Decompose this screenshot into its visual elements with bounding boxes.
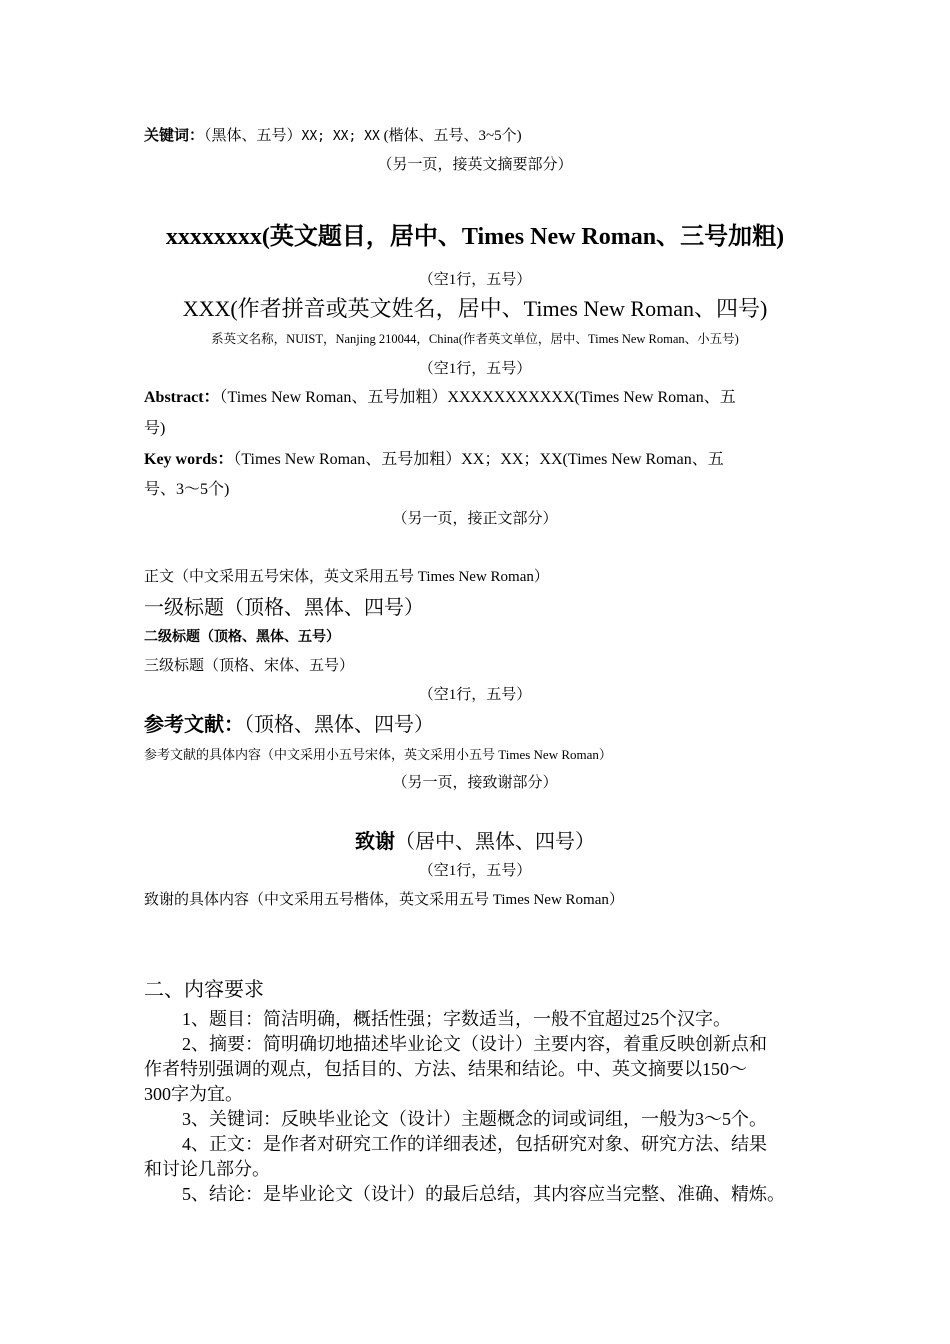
acknowledgement-heading (0, 831, 950, 851)
references-label: 参考文献： (144, 712, 244, 736)
page-break-ack: （另一页，接致谢部分） (392, 775, 558, 791)
requirement-body: 4、正文：是作者对研究工作的详细表述，包括研究对象、研究方法、结果 (182, 1134, 767, 1154)
requirement-title: 1、题目：简洁明确，概括性强；字数适当，一般不宜超过25个汉字。 (182, 1009, 731, 1029)
en-keywords-label: Key words： (144, 451, 234, 468)
en-keywords-line-2: 号、3～5个) (144, 481, 230, 498)
heading-level3-example: 三级标题（顶格、宋体、五号） (144, 658, 355, 674)
requirement-abstract-cont: 作者特别强调的观点，包括目的、方法、结果和结论。中、英文摘要以150～ (144, 1059, 747, 1079)
acknowledgement-title: 致谢 (355, 829, 395, 853)
abstract-line-2: 号) (144, 420, 166, 437)
cn-keywords-items: XX; XX; XX (301, 129, 380, 144)
references-format: （顶格、黑体、四号） (244, 712, 434, 736)
requirement-body-cont: 和讨论几部分。 (144, 1159, 270, 1179)
abstract-label: Abstract： (144, 389, 220, 406)
references-heading (144, 714, 434, 734)
blank-line-note: （空1行，五号） (418, 272, 532, 288)
requirement-keywords: 3、关键词：反映毕业论文（设计）主题概念的词或词组，一般为3～5个。 (182, 1109, 767, 1129)
page-break-english-abstract: （另一页，接英文摘要部分） (377, 157, 573, 173)
page-break-body: （另一页，接正文部分） (392, 511, 558, 527)
references-content: 参考文献的具体内容（中文采用小五号宋体，英文采用小五号 Times New Roman） (144, 747, 612, 762)
english-title: xxxxxxxx(英文题目，居中、Times New Roman、三号加粗) (165, 224, 785, 250)
english-author: XXX(作者拼音或英文姓名，居中、Times New Roman、四号) (182, 296, 768, 321)
requirement-abstract-cont: 300字为宜。 (144, 1084, 243, 1104)
abstract-line-1 (144, 390, 736, 406)
heading-level1-example: 一级标题（顶格、黑体、四号） (144, 595, 424, 619)
cn-keywords-line (144, 128, 522, 144)
blank-line-note: （空1行，五号） (418, 361, 532, 377)
requirement-abstract: 2、摘要：简明确切地描述毕业论文（设计）主要内容，着重反映创新点和 (182, 1034, 767, 1054)
acknowledgement-content: 致谢的具体内容（中文采用五号楷体，英文采用五号 Times New Roman） (144, 892, 624, 908)
cn-keywords-label: 关键词： (144, 126, 205, 144)
english-affiliation: 系英文名称，NUIST，Nanjing 210044，China(作者英文单位，居中、Times New Roman、小五号) (211, 332, 739, 346)
blank-line-note: （空1行，五号） (418, 687, 532, 703)
section2-title: 二、内容要求 (144, 977, 264, 1001)
en-keywords-text: （Times New Roman、五号加粗）XX；XX；XX(Times New Roman、五 (233, 451, 724, 468)
en-keywords-line-1 (144, 452, 724, 468)
requirement-conclusion: 5、结论：是毕业论文（设计）的最后总结，其内容应当完整、准确、精炼。 (182, 1184, 785, 1204)
cn-keywords-note: (楷体、五号、3~5个) (383, 128, 522, 144)
heading-level2-example: 二级标题（顶格、黑体、五号） (144, 629, 340, 645)
body-format-note: 正文（中文采用五号宋体，英文采用五号 Times New Roman） (144, 569, 549, 585)
acknowledgement-format: （居中、黑体、四号） (395, 829, 595, 853)
blank-line-note: （空1行，五号） (418, 863, 532, 879)
cn-keywords-format: （黑体、五号） (204, 126, 302, 144)
abstract-text: （Times New Roman、五号加粗）XXXXXXXXXXX(Times New Roman、五 (219, 389, 736, 406)
